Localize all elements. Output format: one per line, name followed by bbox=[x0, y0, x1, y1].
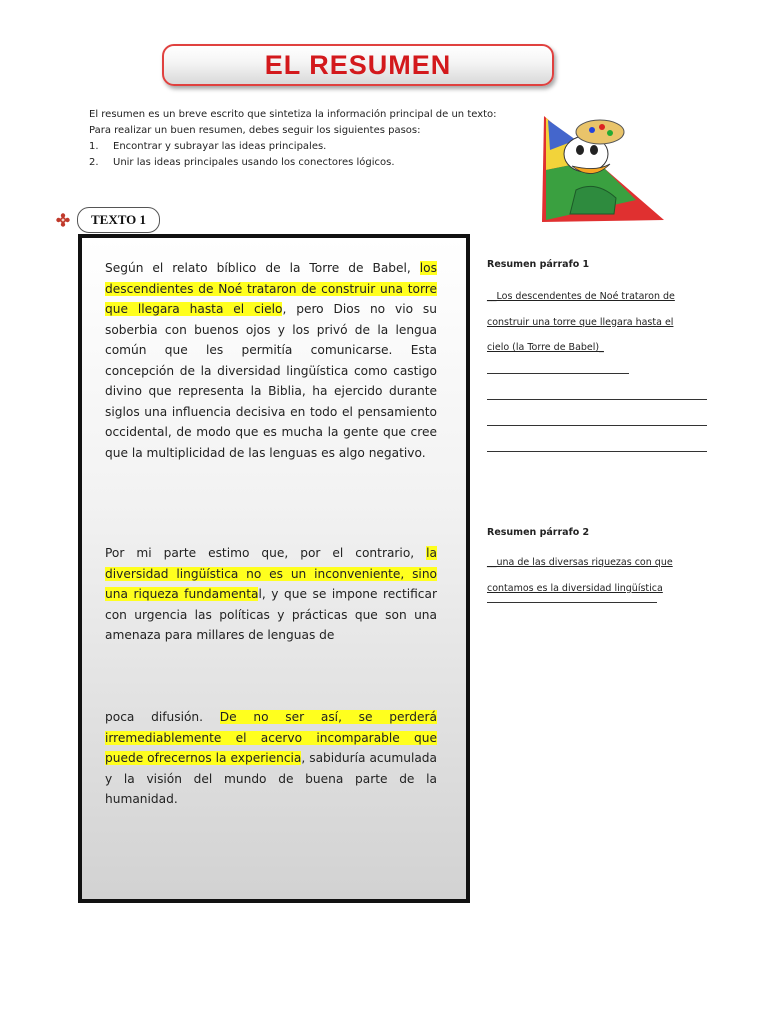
flower-bullet-icon bbox=[56, 213, 70, 227]
resumen-2-title: Resumen párrafo 2 bbox=[487, 527, 590, 538]
blank-answer-line[interactable] bbox=[487, 373, 629, 374]
step-2 bbox=[89, 155, 529, 171]
step-1 bbox=[89, 139, 529, 155]
step-number: 1. bbox=[89, 141, 99, 152]
paragraph-1-highlight: los descendientes de Noé trataron de construir una torre que llegara hasta el cielo bbox=[105, 261, 437, 316]
title-banner bbox=[162, 44, 554, 86]
intro-line-2: Para realizar un buen resumen, debes seguir los siguientes pasos: bbox=[89, 125, 421, 136]
resumen-2-line[interactable]: contamos es la diversidad lingüística bbox=[487, 582, 663, 594]
step-number: 2. bbox=[89, 157, 99, 168]
resumen-1-line[interactable]: cielo (la Torre de Babel)_ bbox=[487, 342, 604, 353]
step-text: Unir las ideas principales usando los conectores lógicos. bbox=[113, 157, 395, 168]
paragraph-2-text-end: l, y que se impone rectificar con urgencia las políticas y prácticas que son una amenaza para millares de lenguas de bbox=[105, 587, 437, 642]
step-text: Encontrar y subrayar las ideas principales. bbox=[113, 141, 327, 152]
resumen-parrafo-1 bbox=[487, 259, 709, 452]
texto-badge: TEXTO 1 bbox=[77, 207, 160, 233]
paragraph-3-text: poca difusión. bbox=[105, 710, 220, 724]
page-title: EL RESUMEN bbox=[264, 49, 452, 80]
resumen-parrafo-2 bbox=[487, 527, 709, 603]
cartoon-painter-illustration bbox=[536, 110, 666, 224]
blank-answer-line[interactable] bbox=[487, 451, 707, 452]
intro-line-1: El resumen es un breve escrito que sintetiza la información principal de un texto: bbox=[89, 109, 497, 120]
paragraph-2-text: Por mi parte estimo que, por el contrario, bbox=[105, 546, 427, 560]
paragraph-1-text: Según el relato bíblico de la Torre de Babel, bbox=[105, 261, 420, 275]
paragraph-3-text-end: , sabiduría acumulada y la visión del mundo de buena parte de la humanidad. bbox=[105, 751, 437, 806]
blank-answer-line[interactable] bbox=[487, 602, 657, 603]
blank-answer-line[interactable] bbox=[487, 425, 707, 426]
paragraph-3 bbox=[105, 707, 437, 810]
resumen-1-title: Resumen párrafo 1 bbox=[487, 259, 590, 270]
paragraph-1 bbox=[105, 258, 437, 463]
resumen-2-line[interactable]: __una de las diversas riquezas con que bbox=[487, 557, 673, 568]
resumen-1-line[interactable]: construir una torre que llegara hasta el bbox=[487, 316, 674, 328]
resumen-1-line[interactable]: __Los descendentes de Noé trataron de bbox=[487, 291, 675, 302]
paragraph-1-text-end: , pero Dios no vio su soberbia con buenos ojos y los privó de la lengua común que les permitía comunicarse. Esta concepción de la diversidad lingüística como castigo divino que representa la Biblia, ha ejercido durante siglos una influencia decisiva en todo el pensamiento occidental, de modo que es mucha la gente que cree que la multiplicidad de las lenguas es algo negativo. bbox=[105, 302, 437, 460]
intro-text bbox=[89, 107, 529, 171]
paragraph-2 bbox=[105, 543, 437, 646]
blank-answer-line[interactable] bbox=[487, 399, 707, 400]
paragraph-2-highlight: la diversidad lingüística no es un inconveniente, sino una riqueza fundamenta bbox=[105, 546, 437, 601]
paragraph-3-highlight: De no ser así, se perderá irremediablemente el acervo incomparable que puede ofrecernos la experiencia bbox=[105, 710, 437, 765]
